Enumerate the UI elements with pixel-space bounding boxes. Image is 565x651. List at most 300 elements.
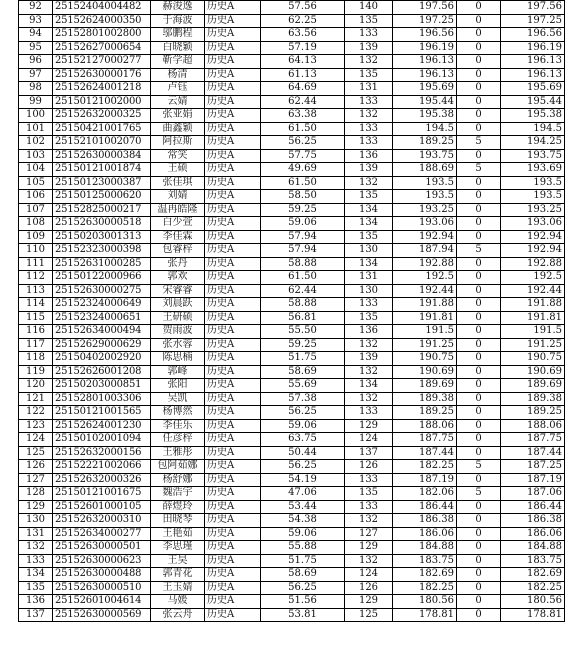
student-name-cell: 云婧 (151, 95, 205, 109)
rank-cell: 124 (345, 433, 393, 447)
subject-cell: 历史A (205, 14, 261, 28)
table-row (19, 514, 565, 528)
score-cell: 61.50 (261, 271, 345, 285)
rank-cell: 135 (345, 14, 393, 28)
rank-cell: 130 (345, 244, 393, 258)
row-index-cell: 94 (19, 28, 53, 42)
score-cell: 64.69 (261, 82, 345, 96)
bonus-cell: 0 (457, 95, 501, 109)
bonus-cell: 0 (457, 500, 501, 514)
student-name-cell: 杨舒娜 (151, 473, 205, 487)
subject-cell: 历史A (205, 365, 261, 379)
score-cell: 55.88 (261, 541, 345, 555)
rank-cell: 131 (345, 271, 393, 285)
student-name-cell: 魏浩宇 (151, 487, 205, 501)
subtotal-cell: 191.81 (393, 311, 457, 325)
rank-cell: 136 (345, 325, 393, 339)
exam-id-cell: 25152323000398 (53, 244, 151, 258)
total-cell: 196.56 (501, 28, 565, 42)
rank-cell: 134 (345, 257, 393, 271)
score-cell: 62.44 (261, 284, 345, 298)
table-row (19, 419, 565, 433)
table-row (19, 392, 565, 406)
exam-id-cell: 25152632000156 (53, 446, 151, 460)
subject-cell: 历史A (205, 608, 261, 622)
row-index-cell: 117 (19, 338, 53, 352)
score-cell: 58.69 (261, 365, 345, 379)
row-index-cell: 133 (19, 554, 53, 568)
score-cell: 59.06 (261, 217, 345, 231)
row-index-cell: 98 (19, 82, 53, 96)
total-cell: 186.06 (501, 527, 565, 541)
score-cell: 59.06 (261, 527, 345, 541)
rank-cell: 126 (345, 581, 393, 595)
subject-cell: 历史A (205, 298, 261, 312)
row-index-cell: 100 (19, 109, 53, 123)
total-cell: 192.94 (501, 244, 565, 258)
student-name-cell: 邬鹏程 (151, 28, 205, 42)
exam-id-cell: 25152632000325 (53, 109, 151, 123)
row-index-cell: 111 (19, 257, 53, 271)
subtotal-cell: 195.69 (393, 82, 457, 96)
bonus-cell: 0 (457, 41, 501, 55)
table-row (19, 55, 565, 69)
subject-cell: 历史A (205, 554, 261, 568)
subtotal-cell: 187.94 (393, 244, 457, 258)
bonus-cell: 5 (457, 487, 501, 501)
total-cell: 182.69 (501, 568, 565, 582)
rank-cell: 132 (345, 365, 393, 379)
student-name-cell: 郭青花 (151, 568, 205, 582)
bonus-cell: 0 (457, 190, 501, 204)
subtotal-cell: 196.13 (393, 68, 457, 82)
bonus-cell: 0 (457, 365, 501, 379)
table-row (19, 487, 565, 501)
bonus-cell: 0 (457, 554, 501, 568)
row-index-cell: 127 (19, 473, 53, 487)
table-body (19, 1, 565, 622)
student-name-cell: 杨清 (151, 68, 205, 82)
rank-cell: 124 (345, 568, 393, 582)
score-cell: 54.38 (261, 514, 345, 528)
table-row (19, 41, 565, 55)
row-index-cell: 103 (19, 149, 53, 163)
subject-cell: 历史A (205, 433, 261, 447)
subtotal-cell: 186.38 (393, 514, 457, 528)
subtotal-cell: 197.25 (393, 14, 457, 28)
exam-id-cell: 25152626001208 (53, 365, 151, 379)
table-row (19, 217, 565, 231)
subject-cell: 历史A (205, 284, 261, 298)
total-cell: 187.44 (501, 446, 565, 460)
total-cell: 197.25 (501, 14, 565, 28)
subject-cell: 历史A (205, 541, 261, 555)
row-index-cell: 112 (19, 271, 53, 285)
table-row (19, 230, 565, 244)
subject-cell: 历史A (205, 460, 261, 474)
subject-cell: 历史A (205, 244, 261, 258)
table-row (19, 365, 565, 379)
rank-cell: 133 (345, 122, 393, 136)
exam-id-cell: 25152634000277 (53, 527, 151, 541)
subject-cell: 历史A (205, 28, 261, 42)
subject-cell: 历史A (205, 95, 261, 109)
score-cell: 61.50 (261, 122, 345, 136)
subtotal-cell: 190.69 (393, 365, 457, 379)
score-cell: 61.50 (261, 176, 345, 190)
table-row (19, 338, 565, 352)
total-cell: 192.88 (501, 257, 565, 271)
rank-cell: 133 (345, 95, 393, 109)
subtotal-cell: 178.81 (393, 608, 457, 622)
student-name-cell: 王研硕 (151, 311, 205, 325)
row-index-cell: 105 (19, 176, 53, 190)
bonus-cell: 0 (457, 581, 501, 595)
row-index-cell: 107 (19, 203, 53, 217)
total-cell: 192.5 (501, 271, 565, 285)
table-row (19, 568, 565, 582)
student-name-cell: 靳学超 (151, 55, 205, 69)
score-cell: 58.69 (261, 568, 345, 582)
bonus-cell: 0 (457, 176, 501, 190)
bonus-cell: 0 (457, 541, 501, 555)
student-name-cell: 温冉皓隆 (151, 203, 205, 217)
total-cell: 188.06 (501, 419, 565, 433)
row-index-cell: 118 (19, 352, 53, 366)
rank-cell: 126 (345, 460, 393, 474)
student-name-cell: 吴凯 (151, 392, 205, 406)
exam-id-cell: 25152630000176 (53, 68, 151, 82)
score-cell: 54.19 (261, 473, 345, 487)
row-index-cell: 113 (19, 284, 53, 298)
total-cell: 193.69 (501, 163, 565, 177)
exam-id-cell: 25152630000384 (53, 149, 151, 163)
total-cell: 184.88 (501, 541, 565, 555)
subtotal-cell: 190.75 (393, 352, 457, 366)
table-row (19, 176, 565, 190)
bonus-cell: 0 (457, 109, 501, 123)
student-name-cell: 马媛 (151, 595, 205, 609)
bonus-cell: 0 (457, 230, 501, 244)
row-index-cell: 114 (19, 298, 53, 312)
score-cell: 57.19 (261, 41, 345, 55)
bonus-cell: 0 (457, 568, 501, 582)
subject-cell: 历史A (205, 109, 261, 123)
total-cell: 187.25 (501, 460, 565, 474)
total-cell: 195.69 (501, 82, 565, 96)
subtotal-cell: 193.5 (393, 190, 457, 204)
exam-id-cell: 25152801003306 (53, 392, 151, 406)
exam-id-cell: 25152601000105 (53, 500, 151, 514)
subtotal-cell: 193.5 (393, 176, 457, 190)
table-row (19, 608, 565, 622)
total-cell: 191.5 (501, 325, 565, 339)
exam-id-cell: 25152630000275 (53, 284, 151, 298)
subject-cell: 历史A (205, 595, 261, 609)
table-row (19, 500, 565, 514)
table-row (19, 95, 565, 109)
rank-cell: 133 (345, 500, 393, 514)
exam-id-cell: 25150121001874 (53, 163, 151, 177)
subject-cell: 历史A (205, 271, 261, 285)
student-name-cell: 王艳茹 (151, 527, 205, 541)
student-name-cell: 包阿茹娜 (151, 460, 205, 474)
rank-cell: 132 (345, 176, 393, 190)
row-index-cell: 120 (19, 379, 53, 393)
subtotal-cell: 187.44 (393, 446, 457, 460)
total-cell: 189.25 (501, 406, 565, 420)
score-cell: 64.13 (261, 55, 345, 69)
student-name-cell: 刘婧 (151, 190, 205, 204)
exam-id-cell: 25152627000654 (53, 41, 151, 55)
row-index-cell: 110 (19, 244, 53, 258)
bonus-cell: 0 (457, 473, 501, 487)
row-index-cell: 125 (19, 446, 53, 460)
exam-id-cell: 25152630000510 (53, 581, 151, 595)
row-index-cell: 134 (19, 568, 53, 582)
rank-cell: 127 (345, 527, 393, 541)
student-name-cell: 白少萱 (151, 217, 205, 231)
subject-cell: 历史A (205, 514, 261, 528)
subtotal-cell: 195.38 (393, 109, 457, 123)
subtotal-cell: 191.88 (393, 298, 457, 312)
rank-cell: 132 (345, 554, 393, 568)
score-cell: 53.81 (261, 608, 345, 622)
exam-id-cell: 25152632000310 (53, 514, 151, 528)
total-cell: 190.69 (501, 365, 565, 379)
exam-id-cell: 25152825000217 (53, 203, 151, 217)
subject-cell: 历史A (205, 379, 261, 393)
table-row (19, 163, 565, 177)
score-cell: 57.56 (261, 1, 345, 15)
subtotal-cell: 189.25 (393, 136, 457, 150)
student-name-cell: 李佳乐 (151, 419, 205, 433)
subject-cell: 历史A (205, 257, 261, 271)
rank-cell: 132 (345, 338, 393, 352)
table-row (19, 554, 565, 568)
bonus-cell: 0 (457, 419, 501, 433)
exam-id-cell: 25150122000966 (53, 271, 151, 285)
subject-cell: 历史A (205, 163, 261, 177)
table-row (19, 109, 565, 123)
total-cell: 178.81 (501, 608, 565, 622)
table-row (19, 311, 565, 325)
score-cell: 59.06 (261, 419, 345, 433)
exam-id-cell: 25152631000285 (53, 257, 151, 271)
total-cell: 196.13 (501, 68, 565, 82)
student-name-cell: 张丹 (151, 257, 205, 271)
rank-cell: 129 (345, 419, 393, 433)
score-cell: 59.25 (261, 203, 345, 217)
subtotal-cell: 189.38 (393, 392, 457, 406)
exam-id-cell: 25150125000620 (53, 190, 151, 204)
table-row (19, 541, 565, 555)
exam-id-cell: 25150402002920 (53, 352, 151, 366)
exam-id-cell: 25150421001765 (53, 122, 151, 136)
rank-cell: 133 (345, 298, 393, 312)
student-name-cell: 阿拉斯 (151, 136, 205, 150)
row-index-cell: 132 (19, 541, 53, 555)
table-row (19, 82, 565, 96)
rank-cell: 132 (345, 392, 393, 406)
bonus-cell: 0 (457, 514, 501, 528)
rank-cell: 136 (345, 149, 393, 163)
row-index-cell: 124 (19, 433, 53, 447)
exam-id-cell: 25150121002000 (53, 95, 151, 109)
table-row (19, 136, 565, 150)
bonus-cell: 0 (457, 284, 501, 298)
row-index-cell: 93 (19, 14, 53, 28)
student-name-cell: 任彦梓 (151, 433, 205, 447)
score-cell: 62.25 (261, 14, 345, 28)
student-name-cell: 白晓颖 (151, 41, 205, 55)
student-name-cell: 于海波 (151, 14, 205, 28)
subject-cell: 历史A (205, 473, 261, 487)
score-cell: 53.44 (261, 500, 345, 514)
exam-id-cell: 25152101002070 (53, 136, 151, 150)
rank-cell: 137 (345, 446, 393, 460)
total-cell: 191.25 (501, 338, 565, 352)
rank-cell: 140 (345, 1, 393, 15)
table-row (19, 473, 565, 487)
exam-id-cell: 25152404004482 (53, 1, 151, 15)
rank-cell: 133 (345, 28, 393, 42)
subtotal-cell: 196.19 (393, 41, 457, 55)
row-index-cell: 102 (19, 136, 53, 150)
exam-id-cell: 25152624000350 (53, 14, 151, 28)
bonus-cell: 0 (457, 1, 501, 15)
subject-cell: 历史A (205, 176, 261, 190)
rank-cell: 134 (345, 217, 393, 231)
total-cell: 182.25 (501, 581, 565, 595)
score-cell: 55.50 (261, 325, 345, 339)
score-cell: 51.75 (261, 352, 345, 366)
row-index-cell: 95 (19, 41, 53, 55)
subtotal-cell: 188.06 (393, 419, 457, 433)
bonus-cell: 0 (457, 55, 501, 69)
total-cell: 187.06 (501, 487, 565, 501)
bonus-cell: 5 (457, 244, 501, 258)
rank-cell: 133 (345, 473, 393, 487)
table-row (19, 284, 565, 298)
total-cell: 196.19 (501, 41, 565, 55)
bonus-cell: 0 (457, 217, 501, 231)
exam-id-cell: 25152632000326 (53, 473, 151, 487)
table-row (19, 190, 565, 204)
rank-cell: 135 (345, 190, 393, 204)
bonus-cell: 0 (457, 311, 501, 325)
score-cell: 51.75 (261, 554, 345, 568)
total-cell: 194.5 (501, 122, 565, 136)
total-cell: 194.25 (501, 136, 565, 150)
row-index-cell: 122 (19, 406, 53, 420)
subtotal-cell: 186.06 (393, 527, 457, 541)
row-index-cell: 108 (19, 217, 53, 231)
bonus-cell: 5 (457, 460, 501, 474)
subject-cell: 历史A (205, 82, 261, 96)
subtotal-cell: 192.94 (393, 230, 457, 244)
student-name-cell: 赫浚逸 (151, 1, 205, 15)
subject-cell: 历史A (205, 568, 261, 582)
bonus-cell: 0 (457, 14, 501, 28)
subtotal-cell: 187.19 (393, 473, 457, 487)
exam-id-cell: 25150121001565 (53, 406, 151, 420)
exam-id-cell: 25152127000277 (53, 55, 151, 69)
score-cell: 58.88 (261, 257, 345, 271)
row-index-cell: 136 (19, 595, 53, 609)
table-row (19, 595, 565, 609)
score-cell: 49.69 (261, 163, 345, 177)
student-name-cell: 薛煜玲 (151, 500, 205, 514)
subtotal-cell: 193.25 (393, 203, 457, 217)
exam-id-cell: 25150203001313 (53, 230, 151, 244)
rank-cell: 139 (345, 163, 393, 177)
exam-id-cell: 25152630000518 (53, 217, 151, 231)
row-index-cell: 116 (19, 325, 53, 339)
row-index-cell: 123 (19, 419, 53, 433)
subject-cell: 历史A (205, 55, 261, 69)
subtotal-cell: 192.5 (393, 271, 457, 285)
subject-cell: 历史A (205, 136, 261, 150)
row-index-cell: 97 (19, 68, 53, 82)
row-index-cell: 126 (19, 460, 53, 474)
student-name-cell: 宋睿睿 (151, 284, 205, 298)
table-row (19, 325, 565, 339)
bonus-cell: 0 (457, 338, 501, 352)
exam-id-cell: 25152630000623 (53, 554, 151, 568)
table-row (19, 581, 565, 595)
bonus-cell: 0 (457, 379, 501, 393)
subject-cell: 历史A (205, 406, 261, 420)
score-cell: 61.13 (261, 68, 345, 82)
subject-cell: 历史A (205, 487, 261, 501)
score-cell: 57.94 (261, 244, 345, 258)
subject-cell: 历史A (205, 527, 261, 541)
total-cell: 189.38 (501, 392, 565, 406)
total-cell: 193.25 (501, 203, 565, 217)
bonus-cell: 0 (457, 527, 501, 541)
subject-cell: 历史A (205, 581, 261, 595)
score-cell: 47.06 (261, 487, 345, 501)
exam-id-cell: 25152634000494 (53, 325, 151, 339)
student-name-cell: 王玉婧 (151, 581, 205, 595)
rank-cell: 135 (345, 230, 393, 244)
rank-cell: 132 (345, 109, 393, 123)
student-name-cell: 王硕 (151, 163, 205, 177)
score-cell: 57.75 (261, 149, 345, 163)
score-cell: 57.38 (261, 392, 345, 406)
bonus-cell: 0 (457, 122, 501, 136)
subtotal-cell: 193.06 (393, 217, 457, 231)
table-row (19, 244, 565, 258)
score-cell: 56.25 (261, 460, 345, 474)
exam-id-cell: 25152624001218 (53, 82, 151, 96)
subtotal-cell: 182.69 (393, 568, 457, 582)
table-row (19, 1, 565, 15)
subtotal-cell: 180.56 (393, 595, 457, 609)
bonus-cell: 0 (457, 28, 501, 42)
total-cell: 193.75 (501, 149, 565, 163)
table-row (19, 68, 565, 82)
student-name-cell: 王雅彤 (151, 446, 205, 460)
table-row (19, 14, 565, 28)
total-cell: 192.44 (501, 284, 565, 298)
exam-id-cell: 25152630000488 (53, 568, 151, 582)
student-name-cell: 曲鑫颖 (151, 122, 205, 136)
subtotal-cell: 183.75 (393, 554, 457, 568)
score-cell: 50.44 (261, 446, 345, 460)
score-cell: 58.50 (261, 190, 345, 204)
